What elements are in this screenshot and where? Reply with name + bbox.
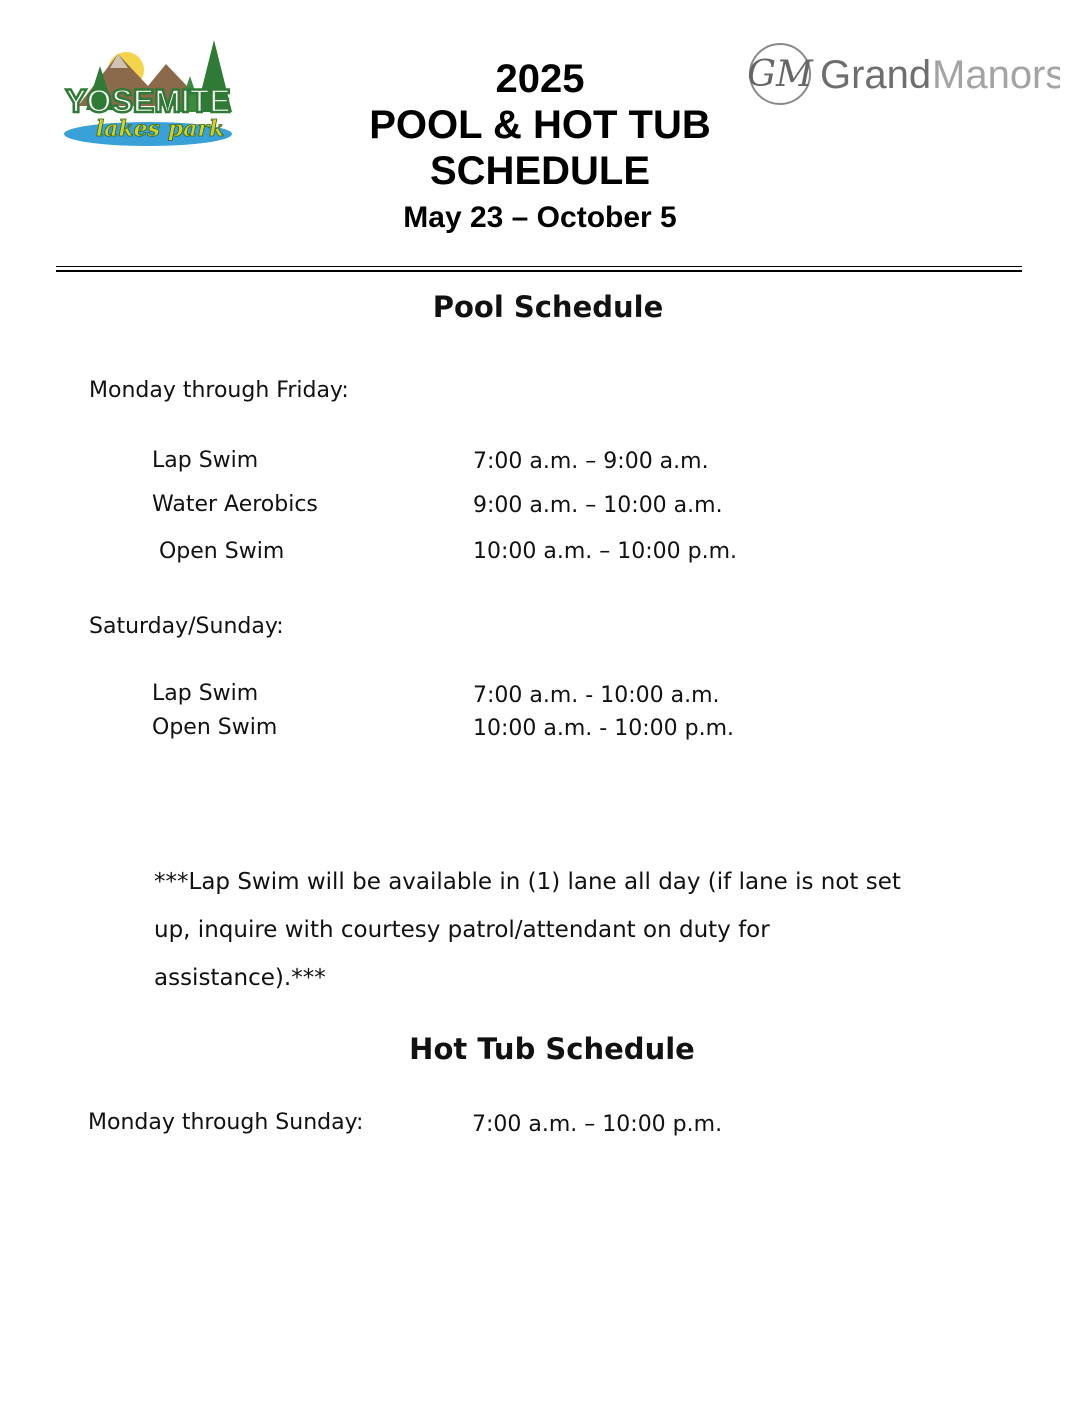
weekend-row-time: 10:00 a.m. - 10:00 p.m. xyxy=(473,716,734,741)
header-divider-thin xyxy=(56,266,1022,267)
hot-tub-schedule-title: Hot Tub Schedule xyxy=(409,1032,695,1066)
page-title-line-1: POOL & HOT TUB xyxy=(369,103,711,147)
date-range: May 23 – October 5 xyxy=(403,201,677,234)
weekday-row-time: 10:00 a.m. – 10:00 p.m. xyxy=(473,539,738,564)
hot-tub-time: 7:00 a.m. – 10:00 p.m. xyxy=(472,1112,723,1137)
weekend-row-time: 7:00 a.m. - 10:00 a.m. xyxy=(473,683,720,708)
weekend-row-activity: Open Swim xyxy=(152,715,278,740)
logo-text-grand: Grand xyxy=(820,53,932,97)
yosemite-lakes-park-logo xyxy=(56,36,246,154)
lap-swim-note: ***Lap Swim will be available in (1) lane all day (if lane is not set up, inquire with courtesy patrol/attendant on duty for assistance).*** xyxy=(154,869,901,991)
grand-manors-logo xyxy=(744,36,1060,120)
page-title-line-2: SCHEDULE xyxy=(429,149,651,193)
weekend-row-activity: Lap Swim xyxy=(152,681,259,706)
weekday-row-activity: Lap Swim xyxy=(152,448,259,473)
logo-text-sub: lakes park xyxy=(95,116,225,142)
logo-text-main: YOSEMITE xyxy=(65,83,231,119)
weekday-row-time: 9:00 a.m. – 10:00 a.m. xyxy=(473,493,723,518)
logo-text-manors: Manors xyxy=(932,53,1060,97)
weekday-row-activity: Water Aerobics xyxy=(152,492,318,517)
weekday-row-time: 7:00 a.m. – 9:00 a.m. xyxy=(473,449,709,474)
page-title-block xyxy=(300,56,780,240)
weekday-label: Monday through Friday: xyxy=(89,378,349,403)
logo-monogram: GM xyxy=(747,54,813,95)
hot-tub-days-label: Monday through Sunday: xyxy=(88,1110,364,1135)
pool-schedule-title: Pool Schedule xyxy=(432,290,664,324)
header-divider-thick xyxy=(56,270,1022,272)
weekend-label: Saturday/Sunday: xyxy=(89,614,284,639)
weekday-row-activity: Open Swim xyxy=(152,539,285,564)
year: 2025 xyxy=(495,57,585,101)
